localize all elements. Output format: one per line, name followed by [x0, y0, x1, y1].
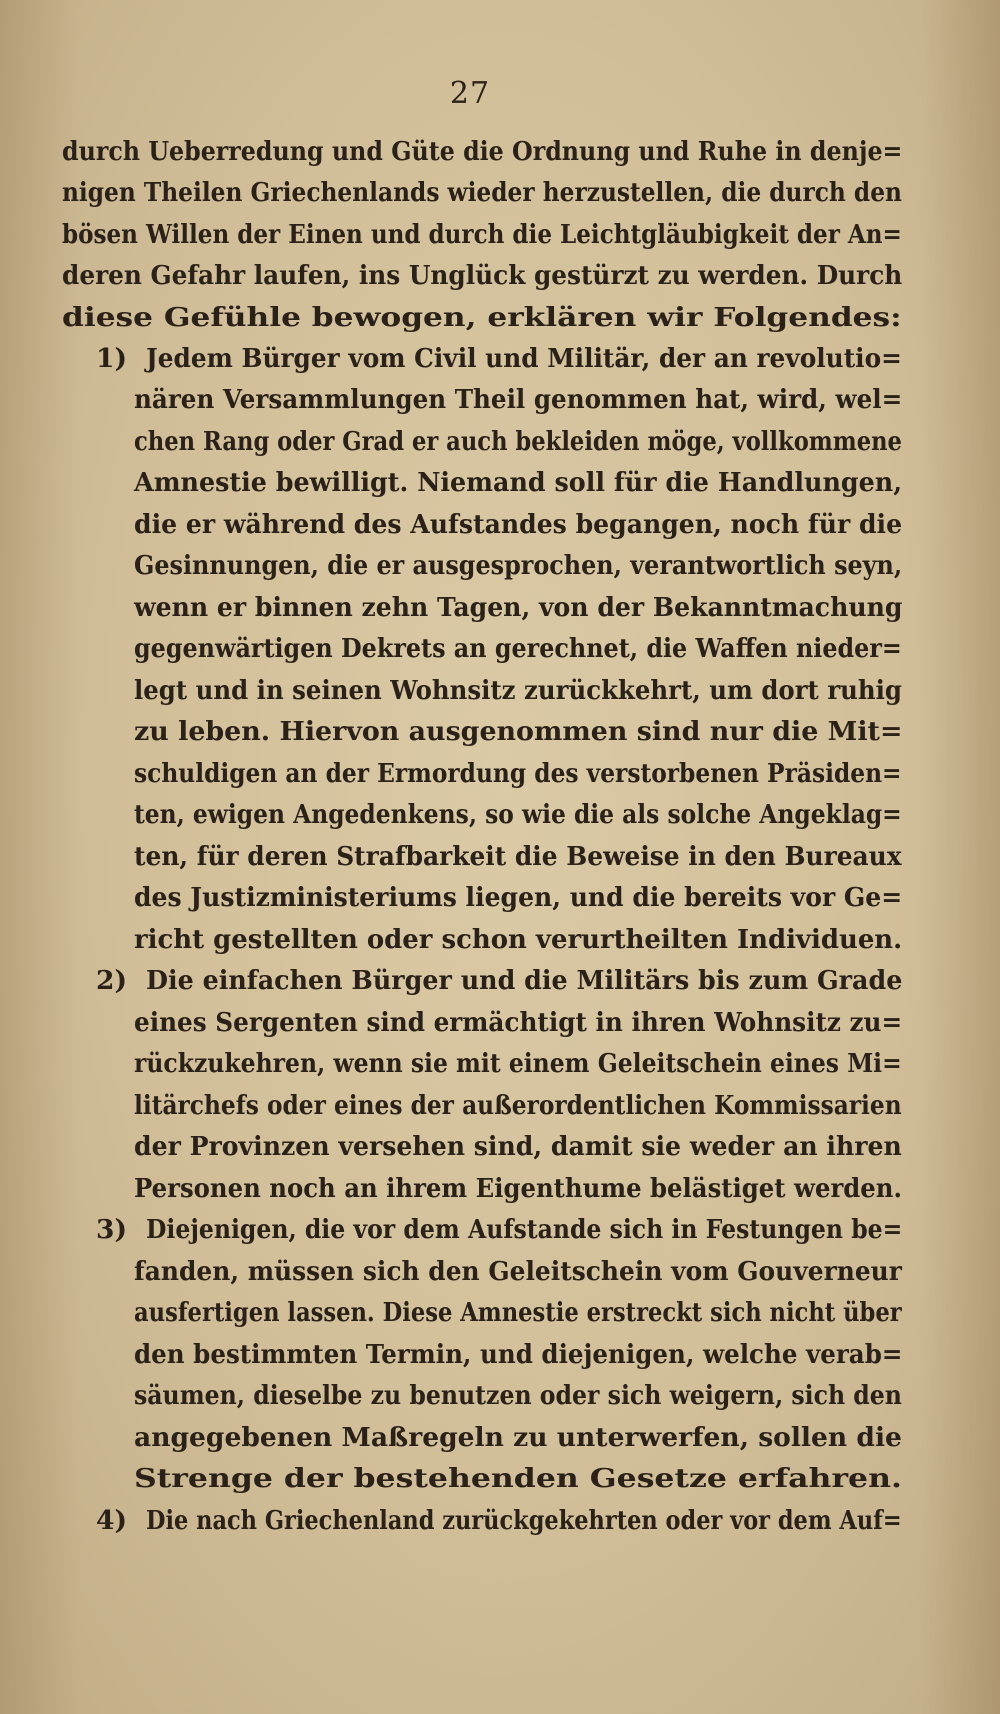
text-line: diese Gefühle bewogen, erklären wir Folgendes: — [62, 302, 902, 333]
text-line: richt gestellten oder schon verurtheilten Individuen. — [134, 924, 903, 955]
text-line: zu leben. Hiervon ausgenommen sind nur die Mit= — [134, 716, 903, 747]
text-line: fanden, müssen sich den Geleitschein vom Gouverneur — [134, 1256, 902, 1287]
text-line: Die einfachen Bürger und die Militärs bis zum Grade — [146, 965, 903, 996]
text-line: Die nach Griechenland zurückgekehrten oder vor dem Auf= — [146, 1505, 902, 1536]
list-marker-1: 1) — [96, 343, 127, 374]
text-line: bösen Willen der Einen und durch die Leichtgläubigkeit der An= — [62, 219, 902, 250]
text-line: Diejenigen, die vor dem Aufstande sich in Festungen be= — [146, 1214, 903, 1245]
text-line: ten, für deren Strafbarkeit die Beweise in den Bureaux — [134, 841, 902, 872]
text-line: litärchefs oder eines der außerordentlichen Kommissarien — [134, 1090, 902, 1121]
text-line: legt und in seinen Wohnsitz zurückkehrt, um dort ruhig — [134, 675, 902, 706]
list-marker-3: 3) — [96, 1214, 127, 1245]
text-line: nären Versammlungen Theil genommen hat, wird, wel= — [134, 384, 903, 415]
page-number: 27 — [449, 76, 491, 111]
text-line: der Provinzen versehen sind, damit sie weder an ihren — [134, 1131, 902, 1162]
text-line: schuldigen an der Ermordung des verstorbenen Präsiden= — [134, 758, 902, 789]
text-line: deren Gefahr laufen, ins Unglück gestürzt zu werden. Durch — [62, 260, 903, 291]
text-line: Strenge der bestehenden Gesetze erfahren. — [134, 1463, 902, 1494]
text-line: ausfertigen lassen. Diese Amnestie erstreckt sich nicht über — [134, 1297, 902, 1328]
list-marker-4: 4) — [96, 1505, 127, 1536]
text-line: angegebenen Maßregeln zu unterwerfen, sollen die — [134, 1422, 902, 1453]
text-line: säumen, dieselbe zu benutzen oder sich weigern, sich den — [134, 1380, 902, 1411]
text-line: ten, ewigen Angedenkens, so wie die als solche Angeklag= — [134, 799, 902, 830]
text-line: des Justizministeriums liegen, und die bereits vor Ge= — [134, 882, 903, 913]
text-line: rückzukehren, wenn sie mit einem Geleitschein eines Mi= — [134, 1048, 902, 1079]
text-line: gegenwärtigen Dekrets an gerechnet, die Waffen nieder= — [134, 633, 902, 664]
text-line: Gesinnungen, die er ausgesprochen, verantwortlich seyn, — [134, 550, 903, 581]
text-line: die er während des Aufstandes begangen, noch für die — [134, 509, 903, 540]
text-line: chen Rang oder Grad er auch bekleiden möge, vollkommene — [134, 426, 902, 457]
text-line: nigen Theilen Griechenlands wieder herzustellen, die durch den — [62, 177, 902, 208]
text-line: den bestimmten Termin, und diejenigen, welche verab= — [134, 1339, 903, 1370]
text-line: eines Sergenten sind ermächtigt in ihren Wohnsitz zu= — [134, 1007, 903, 1038]
text-line: wenn er binnen zehn Tagen, von der Bekanntmachung — [134, 592, 903, 623]
text-line: Amnestie bewilligt. Niemand soll für die Handlungen, — [134, 467, 903, 498]
text-line: Personen noch an ihrem Eigenthume belästiget werden. — [134, 1173, 902, 1204]
text-line: Jedem Bürger vom Civil und Militär, der an revolutio= — [146, 343, 902, 374]
text-line: durch Ueberredung und Güte die Ordnung und Ruhe in denje= — [62, 136, 903, 167]
list-marker-2: 2) — [96, 965, 127, 996]
